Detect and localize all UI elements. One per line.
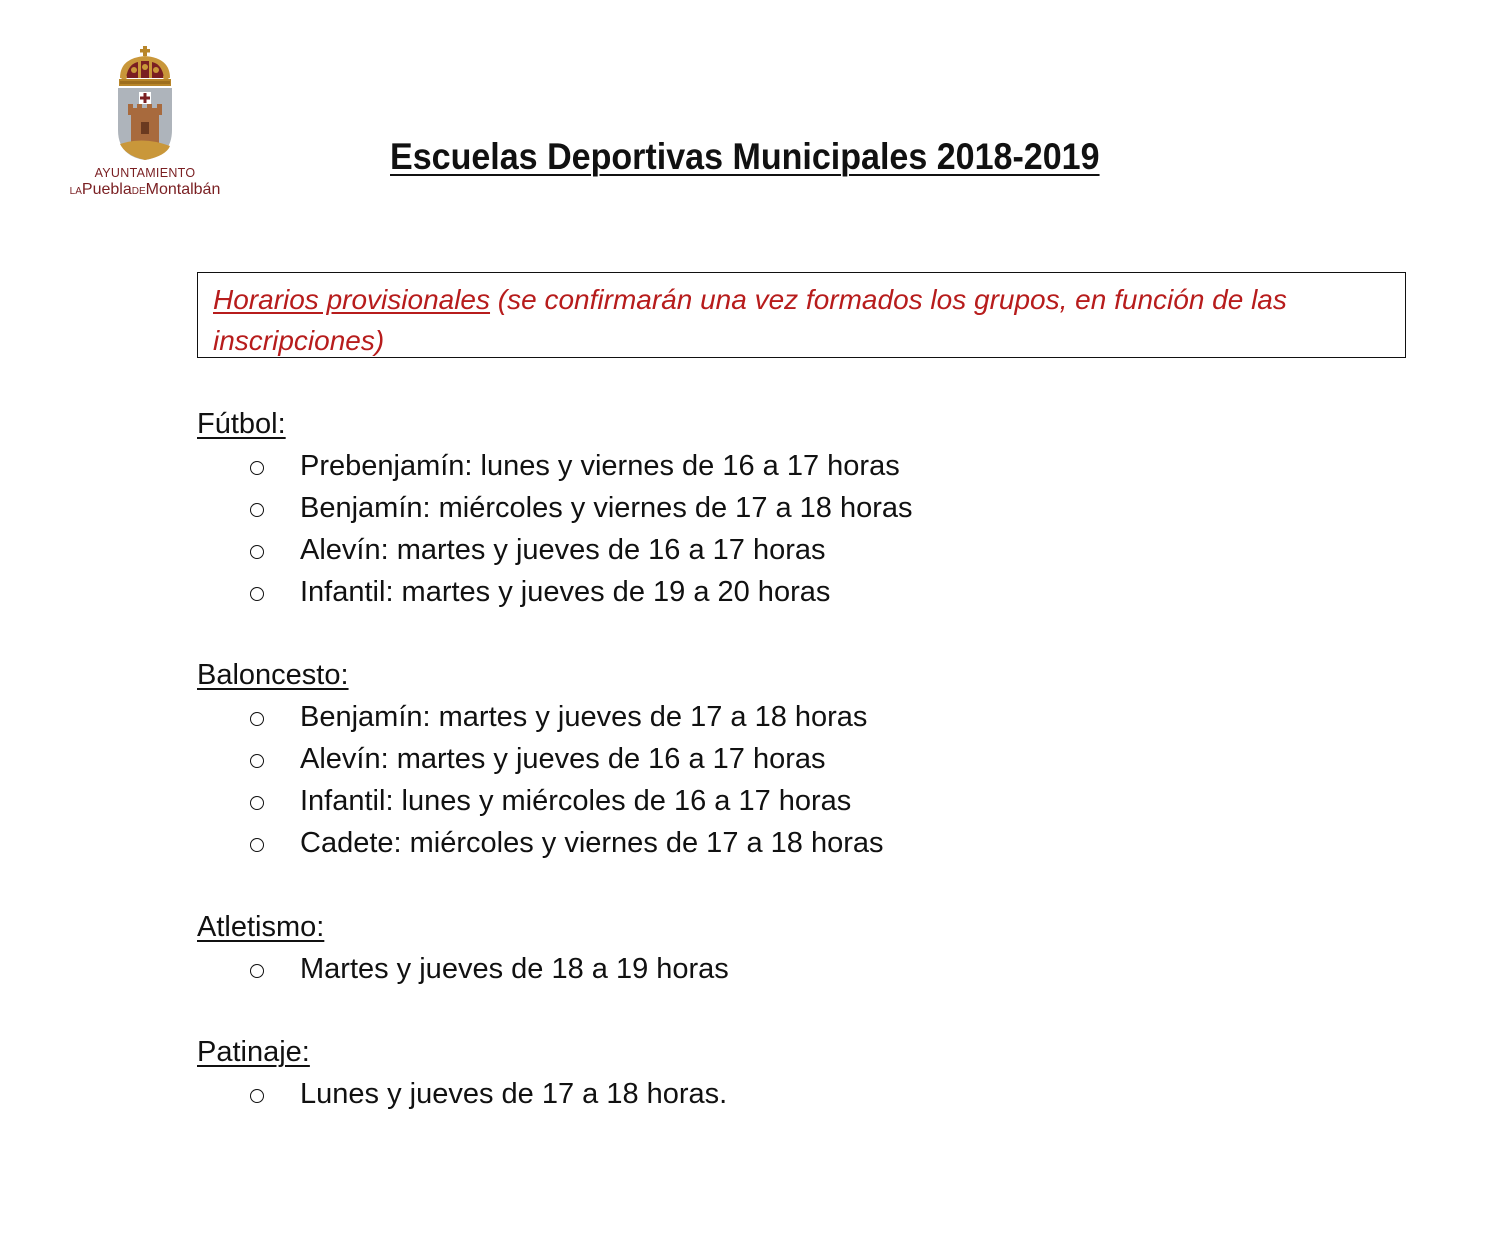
list-item (197, 696, 1397, 738)
logo-caption-de: DE (131, 186, 146, 197)
section-title-baloncesto: Baloncesto: (197, 659, 349, 691)
section-atletismo (197, 906, 1397, 990)
list-item (197, 529, 1397, 571)
circle-bullet-icon (250, 461, 264, 475)
circle-bullet-icon (250, 838, 264, 852)
notice-underlined-text: Horarios provisionales (213, 284, 491, 315)
list-item-text: Alevín: martes y jueves de 16 a 17 horas (300, 534, 826, 566)
logo-caption-la: LA (69, 186, 82, 197)
circle-bullet-icon (250, 754, 264, 768)
logo-caption-bottom (50, 181, 240, 199)
circle-bullet-icon (250, 964, 264, 978)
list-item-text: Lunes y jueves de 17 a 18 horas. (300, 1078, 728, 1110)
list-item (197, 1073, 1397, 1115)
section-baloncesto (197, 654, 1397, 864)
list-item (197, 445, 1397, 487)
list-item (197, 487, 1397, 529)
circle-bullet-icon (250, 796, 264, 810)
section-patinaje (197, 1031, 1397, 1115)
list-item-text: Martes y jueves de 18 a 19 horas (300, 953, 729, 985)
circle-bullet-icon (250, 1089, 264, 1103)
list-item-text: Benjamín: martes y jueves de 17 a 18 horas (300, 701, 868, 733)
list-item (197, 822, 1397, 864)
logo-caption-montalban: Montalbán (145, 181, 221, 198)
logo-caption-top: AYUNTAMIENTO (94, 166, 196, 180)
section-title-atletismo: Atletismo: (197, 911, 325, 943)
list-item-text: Cadete: miércoles y viernes de 17 a 18 horas (300, 827, 884, 859)
section-title-patinaje: Patinaje: (197, 1036, 310, 1068)
circle-bullet-icon (250, 712, 264, 726)
list-item-text: Infantil: lunes y miércoles de 16 a 17 horas (300, 785, 852, 817)
list-item (197, 780, 1397, 822)
list-item-text: Prebenjamín: lunes y viernes de 16 a 17 horas (300, 450, 900, 482)
section-title-futbol: Fútbol: (197, 408, 286, 440)
list-item (197, 738, 1397, 780)
notice-text: (se confirmarán una vez formados los grupos, en función de las inscripciones) (213, 284, 1287, 356)
circle-bullet-icon (250, 587, 264, 601)
provisional-notice-box (197, 272, 1406, 358)
logo-caption-puebla: Puebla (81, 181, 132, 198)
coat-of-arms-icon (114, 44, 176, 164)
list-item-text: Alevín: martes y jueves de 16 a 17 horas (300, 743, 826, 775)
circle-bullet-icon (250, 545, 264, 559)
circle-bullet-icon (250, 503, 264, 517)
list-item-text: Infantil: martes y jueves de 19 a 20 horas (300, 576, 831, 608)
list-item-text: Benjamín: miércoles y viernes de 17 a 18 horas (300, 492, 913, 524)
list-item (197, 571, 1397, 613)
municipal-logo (50, 44, 240, 209)
list-item (197, 948, 1397, 990)
section-futbol (197, 403, 1397, 613)
page-title: Escuelas Deportivas Municipales 2018-2019 (390, 136, 1100, 177)
